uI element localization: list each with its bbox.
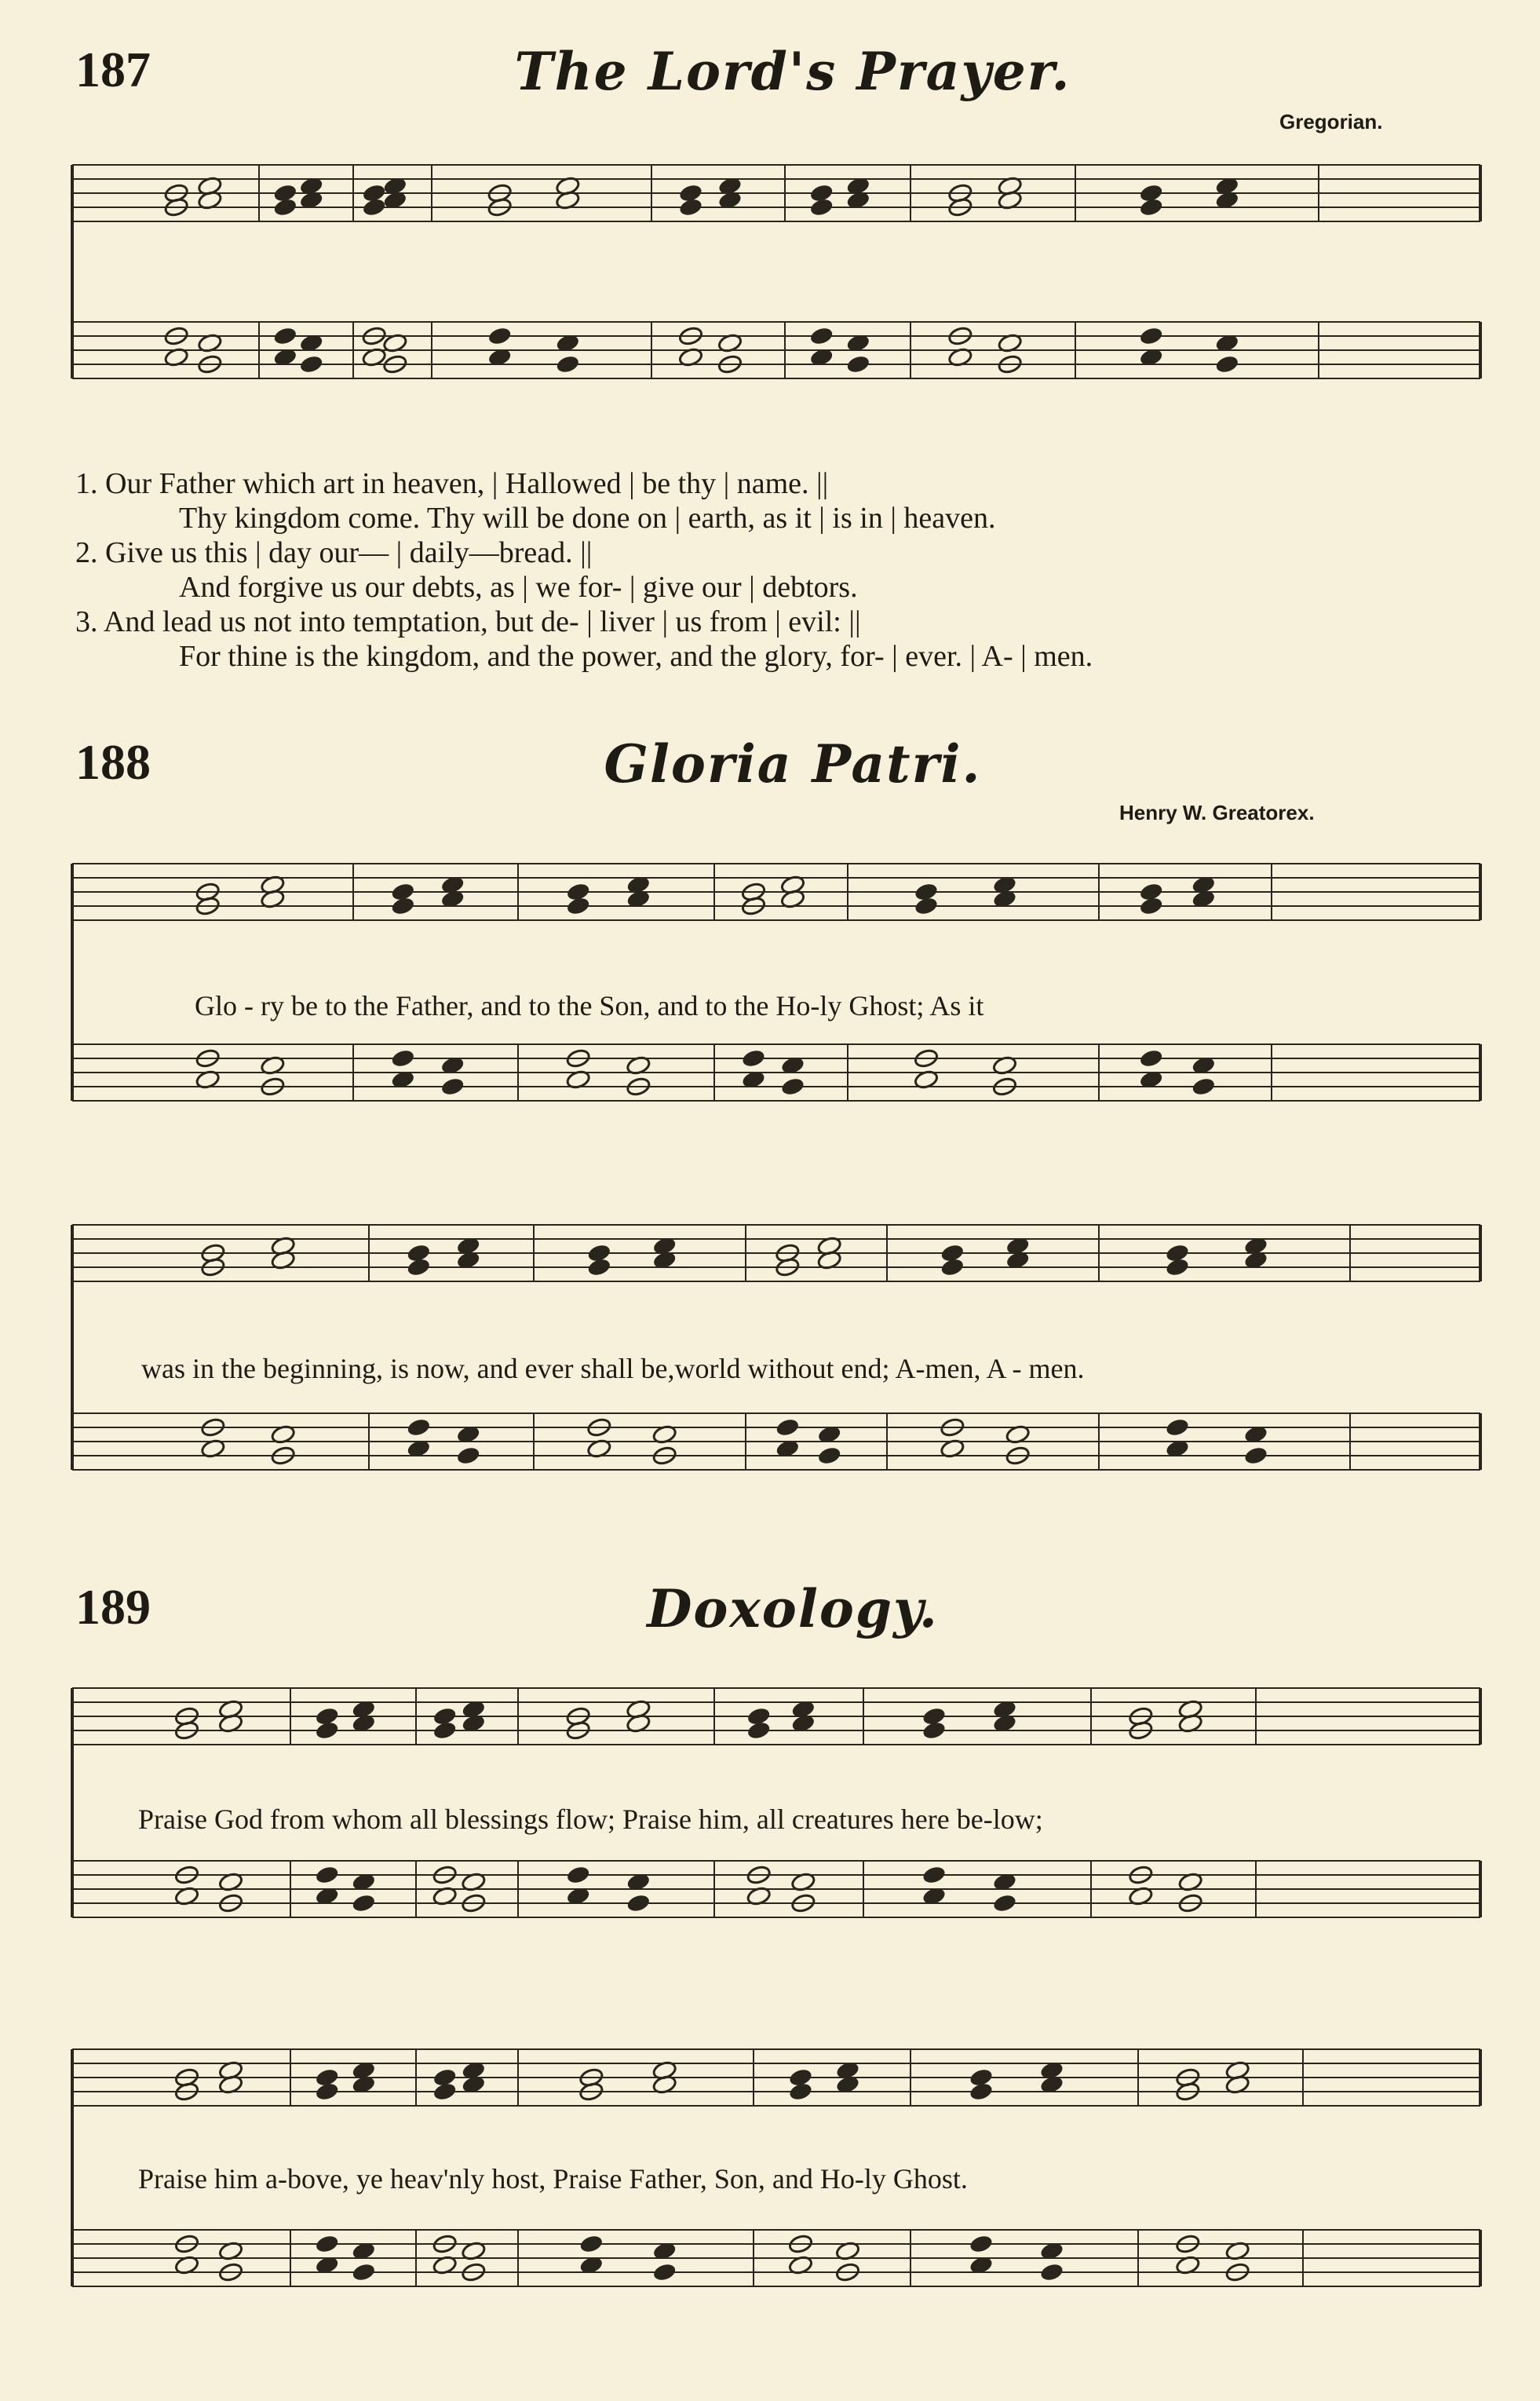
note-head xyxy=(314,1720,339,1741)
note-head xyxy=(808,197,834,217)
note-head xyxy=(775,1417,800,1438)
hymn-title: Doxology. xyxy=(647,1578,939,1639)
note-head xyxy=(555,354,580,375)
note-head xyxy=(678,197,703,217)
lyric-line: was in the beginning, is now, and ever shall be,world without end; A-men, A - men. xyxy=(141,1353,1085,1384)
note-head xyxy=(1243,1445,1268,1466)
note-head xyxy=(432,2081,457,2102)
note-head xyxy=(788,2081,813,2102)
note-head xyxy=(272,326,297,346)
note-head xyxy=(746,1720,771,1741)
note-head xyxy=(406,1417,431,1438)
note-head xyxy=(921,1865,947,1885)
note-head xyxy=(1165,1257,1190,1277)
composer-credit: Henry W. Greatorex. xyxy=(1119,801,1315,824)
note-head xyxy=(390,1048,415,1069)
note-head xyxy=(1138,197,1163,217)
note-head xyxy=(578,2234,604,2254)
note-head xyxy=(741,1048,766,1069)
note-head xyxy=(351,2262,376,2282)
note-head xyxy=(969,2234,994,2254)
note-head xyxy=(651,2262,677,2282)
note-head xyxy=(940,1257,965,1277)
hymn-title: The Lord's Prayer. xyxy=(514,41,1071,102)
note-head xyxy=(314,1865,339,1885)
note-head xyxy=(351,1893,376,1913)
note-head xyxy=(1191,1076,1216,1097)
note-head xyxy=(1039,2262,1064,2282)
verse-line: For thine is the kingdom, and the power, and the glory, for- | ever. | A- | men. xyxy=(179,640,1093,673)
note-head xyxy=(272,197,297,217)
verse-line: And forgive us our debts, as | we for- | give our | debtors. xyxy=(179,571,858,604)
lyric-line: Praise him a-bove, ye heav'nly host, Praise Father, Son, and Ho-ly Ghost. xyxy=(138,2163,968,2195)
verse-line: 3. And lead us not into temptation, but de- | liver | us from | evil: || xyxy=(75,605,861,638)
note-head xyxy=(440,1076,465,1097)
lyric-line: Glo - ry be to the Father, and to the Son, and to the Ho-ly Ghost; As it xyxy=(195,990,984,1021)
note-head xyxy=(780,1076,805,1097)
note-head xyxy=(586,1257,611,1277)
hymn-number: 188 xyxy=(75,734,151,790)
note-head xyxy=(361,197,386,217)
note-head xyxy=(565,896,590,916)
note-head xyxy=(1138,326,1163,346)
lyric-line: Praise God from whom all blessings flow; Praise him, all creatures here be-low; xyxy=(138,1803,1043,1835)
note-head xyxy=(314,2081,339,2102)
note-head xyxy=(298,354,323,375)
note-head xyxy=(390,896,415,916)
verse-line: 1. Our Father which art in heaven, | Hallowed | be thy | name. || xyxy=(75,467,829,500)
note-head xyxy=(1138,896,1163,916)
note-head xyxy=(1138,1048,1163,1069)
note-head xyxy=(992,1893,1017,1913)
note-head xyxy=(626,1893,651,1913)
note-head xyxy=(845,354,870,375)
note-head xyxy=(914,896,939,916)
note-head xyxy=(808,326,834,346)
note-head xyxy=(487,326,512,346)
hymn-number: 189 xyxy=(75,1579,151,1635)
note-head xyxy=(455,1445,480,1466)
hymn-title: Gloria Patri. xyxy=(604,733,982,795)
note-head xyxy=(816,1445,841,1466)
note-head xyxy=(921,1720,947,1741)
verse-line: Thy kingdom come. Thy will be done on | earth, as it | is in | heaven. xyxy=(179,502,996,535)
composer-credit: Gregorian. xyxy=(1279,110,1383,133)
note-head xyxy=(1165,1417,1190,1438)
hymn-number: 187 xyxy=(75,42,151,97)
note-head xyxy=(969,2081,994,2102)
note-head xyxy=(1214,354,1239,375)
note-head xyxy=(565,1865,590,1885)
note-head xyxy=(406,1257,431,1277)
note-head xyxy=(432,1720,457,1741)
note-head xyxy=(314,2234,339,2254)
verse-line: 2. Give us this | day our— | daily—bread. || xyxy=(75,536,593,569)
